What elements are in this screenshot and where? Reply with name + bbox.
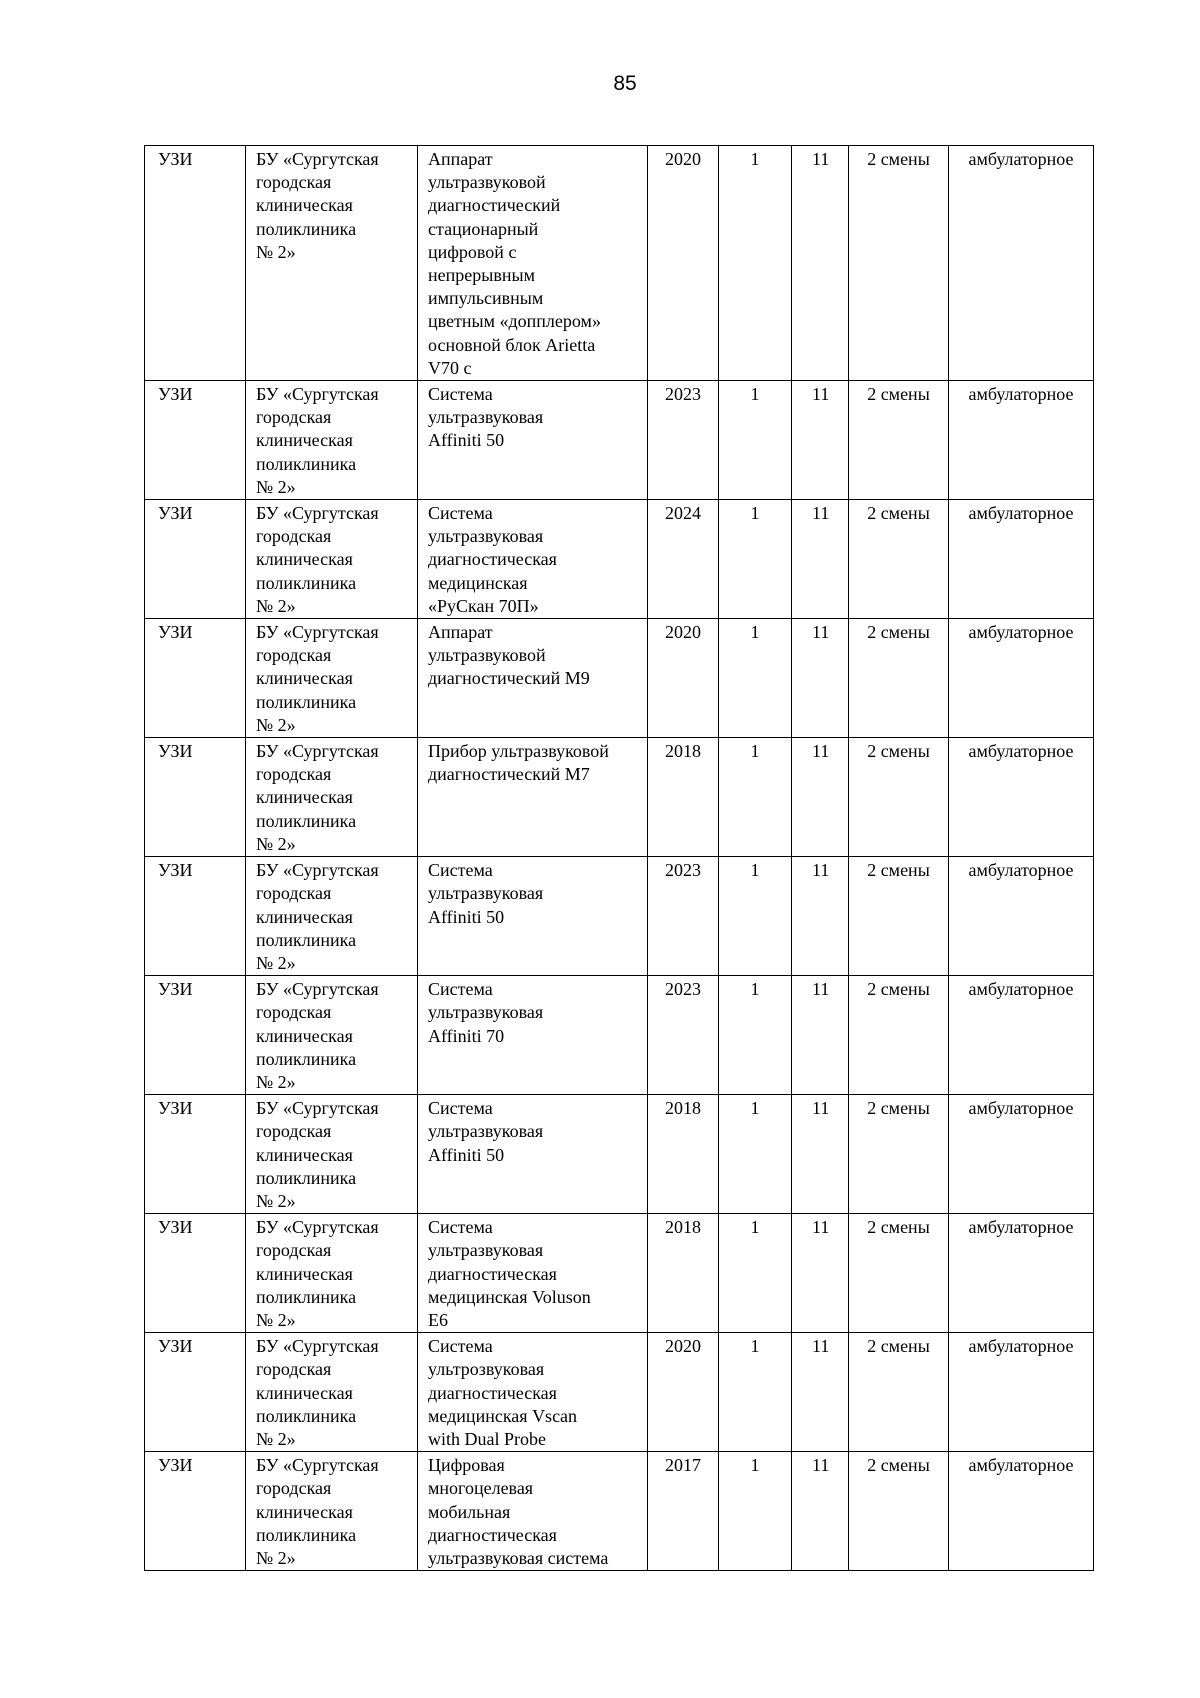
cell-organization-line: поликлиника — [256, 218, 357, 239]
cell-organization-line: № 2» — [256, 595, 296, 616]
cell-organization-line: № 2» — [256, 1309, 296, 1330]
cell-exam-type: УЗИ — [145, 381, 246, 500]
cell-organization-line: поликлиника — [256, 1524, 357, 1545]
cell-quantity: 1 — [719, 738, 792, 857]
cell-organization-line: клиническая — [256, 668, 353, 689]
cell-device-name-line: стационарный — [428, 218, 539, 239]
cell-organization-line: № 2» — [256, 241, 296, 262]
cell-shifts: 2 смены — [849, 1095, 949, 1214]
cell-exam-type: УЗИ — [145, 1214, 246, 1333]
cell-device-name — [418, 1095, 648, 1214]
cell-device-name-line: медицинская Vscan — [428, 1405, 578, 1426]
cell-organization-line: городская — [256, 1359, 332, 1380]
cell-device-name-line: «РуСкан 70П» — [428, 595, 539, 616]
cell-organization-line: № 2» — [256, 714, 296, 735]
cell-year: 2024 — [648, 500, 719, 619]
cell-device-name-line: Цифровая — [428, 1455, 505, 1476]
cell-organization-line: № 2» — [256, 1071, 296, 1092]
cell-quantity: 1 — [719, 1452, 792, 1571]
cell-shifts: 2 смены — [849, 619, 949, 738]
cell-organization-line: БУ «Сургутская — [256, 149, 379, 169]
cell-organization-line: БУ «Сургутская — [256, 741, 379, 762]
cell-device-name-line: Affiniti 50 — [428, 1144, 505, 1165]
cell-device-name — [418, 1333, 648, 1452]
table-row — [145, 1214, 1094, 1333]
cell-exam-type: УЗИ — [145, 976, 246, 1095]
cell-device-name-line: Система — [428, 860, 493, 881]
cell-shifts: 2 смены — [849, 1214, 949, 1333]
cell-year: 2023 — [648, 381, 719, 500]
table-row — [145, 738, 1094, 857]
cell-organization-line: № 2» — [256, 952, 296, 973]
cell-device-name — [418, 500, 648, 619]
cell-device-name — [418, 381, 648, 500]
cell-mode: амбулаторное — [949, 500, 1094, 619]
cell-shifts: 2 смены — [849, 976, 949, 1095]
cell-device-name-line: ультразвуковая — [428, 526, 544, 547]
cell-organization-line: № 2» — [256, 1428, 296, 1449]
cell-quantity: 1 — [719, 976, 792, 1095]
cell-device-name-line: диагностическая — [428, 1524, 557, 1545]
cell-hours: 11 — [792, 857, 849, 976]
cell-organization-line: БУ «Сургутская — [256, 1455, 379, 1476]
cell-shifts: 2 смены — [849, 381, 949, 500]
cell-organization — [246, 1095, 418, 1214]
cell-exam-type: УЗИ — [145, 857, 246, 976]
cell-device-name-line: E6 — [428, 1309, 448, 1330]
cell-shifts: 2 смены — [849, 146, 949, 381]
cell-organization-line: БУ «Сургутская — [256, 1217, 379, 1238]
cell-organization-line: БУ «Сургутская — [256, 503, 379, 524]
cell-device-name-line: импульсивным — [428, 288, 544, 309]
cell-device-name-line: цифровой с — [428, 241, 517, 262]
cell-organization — [246, 857, 418, 976]
cell-quantity: 1 — [719, 1095, 792, 1214]
cell-device-name-line: многоцелевая — [428, 1478, 534, 1499]
table-row — [145, 619, 1094, 738]
cell-organization — [246, 976, 418, 1095]
cell-shifts: 2 смены — [849, 1452, 949, 1571]
cell-device-name-line: Прибор ультразвуковой — [428, 741, 609, 762]
cell-device-name-line: Система — [428, 1098, 493, 1119]
cell-organization-line: поликлиника — [256, 929, 357, 950]
cell-organization-line: городская — [256, 172, 332, 193]
cell-organization-line: городская — [256, 764, 332, 785]
cell-device-name-line: медицинская Voluson — [428, 1286, 591, 1307]
cell-hours: 11 — [792, 619, 849, 738]
cell-year: 2018 — [648, 1095, 719, 1214]
cell-mode: амбулаторное — [949, 976, 1094, 1095]
cell-exam-type: УЗИ — [145, 1333, 246, 1452]
cell-organization-line: клиническая — [256, 549, 353, 570]
cell-device-name-line: Система — [428, 1217, 493, 1238]
cell-organization-line: клиническая — [256, 1382, 353, 1403]
cell-organization — [246, 1214, 418, 1333]
cell-organization-line: городская — [256, 526, 332, 547]
cell-organization-line: клиническая — [256, 906, 353, 927]
cell-organization — [246, 619, 418, 738]
cell-device-name — [418, 1214, 648, 1333]
cell-mode: амбулаторное — [949, 857, 1094, 976]
cell-mode: амбулаторное — [949, 1214, 1094, 1333]
cell-device-name-line: ультразвуковая — [428, 1240, 544, 1261]
cell-mode: амбулаторное — [949, 381, 1094, 500]
cell-quantity: 1 — [719, 1333, 792, 1452]
cell-organization-line: № 2» — [256, 833, 296, 854]
table-row — [145, 976, 1094, 1095]
cell-device-name-line: ультрозвуковая — [428, 1359, 545, 1380]
cell-year: 2018 — [648, 1214, 719, 1333]
cell-organization-line: городская — [256, 645, 332, 666]
table-row — [145, 1333, 1094, 1452]
cell-organization-line: городская — [256, 1121, 332, 1142]
cell-quantity: 1 — [719, 146, 792, 381]
cell-device-name-line: Система — [428, 979, 493, 1000]
cell-organization-line: поликлиника — [256, 453, 357, 474]
cell-quantity: 1 — [719, 500, 792, 619]
cell-device-name-line: диагностическая — [428, 1382, 557, 1403]
cell-organization-line: клиническая — [256, 787, 353, 808]
cell-hours: 11 — [792, 500, 849, 619]
cell-organization — [246, 1452, 418, 1571]
cell-device-name — [418, 857, 648, 976]
cell-mode: амбулаторное — [949, 1333, 1094, 1452]
cell-shifts: 2 смены — [849, 738, 949, 857]
cell-year: 2023 — [648, 857, 719, 976]
cell-device-name-line: ультразвуковой — [428, 172, 546, 193]
cell-organization-line: городская — [256, 1002, 332, 1023]
cell-hours: 11 — [792, 976, 849, 1095]
cell-organization-line: клиническая — [256, 1144, 353, 1165]
cell-organization-line: поликлиника — [256, 810, 357, 831]
cell-organization-line: БУ «Сургутская — [256, 384, 379, 405]
cell-organization-line: БУ «Сургутская — [256, 1098, 379, 1119]
cell-device-name-line: цветным «допплером» — [428, 311, 601, 332]
cell-organization-line: поликлиника — [256, 1286, 357, 1307]
cell-device-name-line: V70 с — [428, 357, 472, 378]
cell-exam-type: УЗИ — [145, 1452, 246, 1571]
cell-organization — [246, 500, 418, 619]
cell-organization-line: поликлиника — [256, 1167, 357, 1188]
cell-hours: 11 — [792, 1333, 849, 1452]
cell-device-name-line: Система — [428, 1336, 493, 1357]
cell-organization-line: клиническая — [256, 1501, 353, 1522]
cell-year: 2020 — [648, 619, 719, 738]
cell-exam-type: УЗИ — [145, 738, 246, 857]
cell-organization-line: городская — [256, 1478, 332, 1499]
cell-quantity: 1 — [719, 381, 792, 500]
cell-hours: 11 — [792, 1214, 849, 1333]
cell-device-name-line: диагностический — [428, 195, 561, 216]
cell-device-name-line: ультразвуковой — [428, 645, 546, 666]
cell-device-name-line: диагностическая — [428, 549, 557, 570]
cell-organization-line: городская — [256, 883, 332, 904]
cell-organization-line: БУ «Сургутская — [256, 860, 379, 881]
page-number: 85 — [613, 72, 637, 95]
cell-exam-type: УЗИ — [145, 1095, 246, 1214]
cell-hours: 11 — [792, 146, 849, 381]
cell-quantity: 1 — [719, 1214, 792, 1333]
cell-device-name-line: диагностическая — [428, 1263, 557, 1284]
cell-organization-line: № 2» — [256, 1547, 296, 1568]
cell-organization-line: клиническая — [256, 1263, 353, 1284]
table-row — [145, 857, 1094, 976]
cell-mode: амбулаторное — [949, 1095, 1094, 1214]
equipment-table-body — [145, 146, 1094, 1571]
cell-device-name-line: основной блок Arietta — [428, 334, 596, 355]
cell-device-name — [418, 146, 648, 381]
cell-exam-type: УЗИ — [145, 619, 246, 738]
table-row — [145, 1095, 1094, 1214]
cell-device-name-line: непрерывным — [428, 265, 535, 286]
cell-organization — [246, 738, 418, 857]
table-row — [145, 500, 1094, 619]
cell-organization-line: поликлиника — [256, 572, 357, 593]
cell-device-name-line: ультразвуковая система — [428, 1547, 609, 1568]
cell-mode: амбулаторное — [949, 146, 1094, 381]
cell-device-name — [418, 1452, 648, 1571]
cell-device-name — [418, 619, 648, 738]
cell-device-name-line: ультразвуковая — [428, 883, 544, 904]
cell-organization-line: № 2» — [256, 476, 296, 497]
cell-organization-line: поликлиника — [256, 1405, 357, 1426]
cell-organization — [246, 381, 418, 500]
cell-device-name-line: with Dual Probe — [428, 1428, 546, 1449]
cell-organization — [246, 146, 418, 381]
cell-device-name-line: диагностический М9 — [428, 668, 590, 689]
cell-quantity: 1 — [719, 857, 792, 976]
cell-year: 2023 — [648, 976, 719, 1095]
cell-device-name-line: Аппарат — [428, 149, 493, 169]
cell-mode: амбулаторное — [949, 1452, 1094, 1571]
cell-device-name-line: Affiniti 70 — [428, 1025, 505, 1046]
cell-shifts: 2 смены — [849, 500, 949, 619]
cell-device-name-line: Аппарат — [428, 622, 493, 643]
cell-organization-line: клиническая — [256, 430, 353, 451]
equipment-table — [144, 145, 1094, 1571]
cell-exam-type: УЗИ — [145, 146, 246, 381]
cell-hours: 11 — [792, 738, 849, 857]
cell-device-name-line: Система — [428, 384, 493, 405]
cell-device-name-line: ультразвуковая — [428, 407, 544, 428]
cell-organization-line: городская — [256, 407, 332, 428]
cell-organization-line: БУ «Сургутская — [256, 1336, 379, 1357]
cell-exam-type: УЗИ — [145, 500, 246, 619]
cell-organization-line: № 2» — [256, 1190, 296, 1211]
cell-organization-line: клиническая — [256, 195, 353, 216]
table-row — [145, 1452, 1094, 1571]
cell-organization — [246, 1333, 418, 1452]
cell-device-name-line: ультразвуковая — [428, 1002, 544, 1023]
cell-device-name-line: диагностический М7 — [428, 764, 590, 785]
cell-year: 2018 — [648, 738, 719, 857]
table-row — [145, 381, 1094, 500]
cell-device-name-line: Affiniti 50 — [428, 906, 505, 927]
cell-mode: амбулаторное — [949, 619, 1094, 738]
cell-organization-line: клиническая — [256, 1025, 353, 1046]
cell-shifts: 2 смены — [849, 857, 949, 976]
cell-device-name-line: ультразвуковая — [428, 1121, 544, 1142]
cell-year: 2017 — [648, 1452, 719, 1571]
cell-shifts: 2 смены — [849, 1333, 949, 1452]
cell-organization-line: городская — [256, 1240, 332, 1261]
cell-device-name-line: мобильная — [428, 1501, 511, 1522]
cell-quantity: 1 — [719, 619, 792, 738]
cell-year: 2020 — [648, 1333, 719, 1452]
cell-device-name-line: Affiniti 50 — [428, 430, 505, 451]
cell-device-name — [418, 738, 648, 857]
cell-year: 2020 — [648, 146, 719, 381]
table-row — [145, 146, 1094, 381]
cell-device-name-line: медицинская — [428, 572, 528, 593]
cell-device-name-line: Система — [428, 503, 493, 524]
cell-hours: 11 — [792, 381, 849, 500]
cell-organization-line: поликлиника — [256, 691, 357, 712]
cell-hours: 11 — [792, 1095, 849, 1214]
cell-mode: амбулаторное — [949, 738, 1094, 857]
cell-hours: 11 — [792, 1452, 849, 1571]
cell-organization-line: поликлиника — [256, 1048, 357, 1069]
cell-organization-line: БУ «Сургутская — [256, 979, 379, 1000]
cell-organization-line: БУ «Сургутская — [256, 622, 379, 643]
cell-device-name — [418, 976, 648, 1095]
